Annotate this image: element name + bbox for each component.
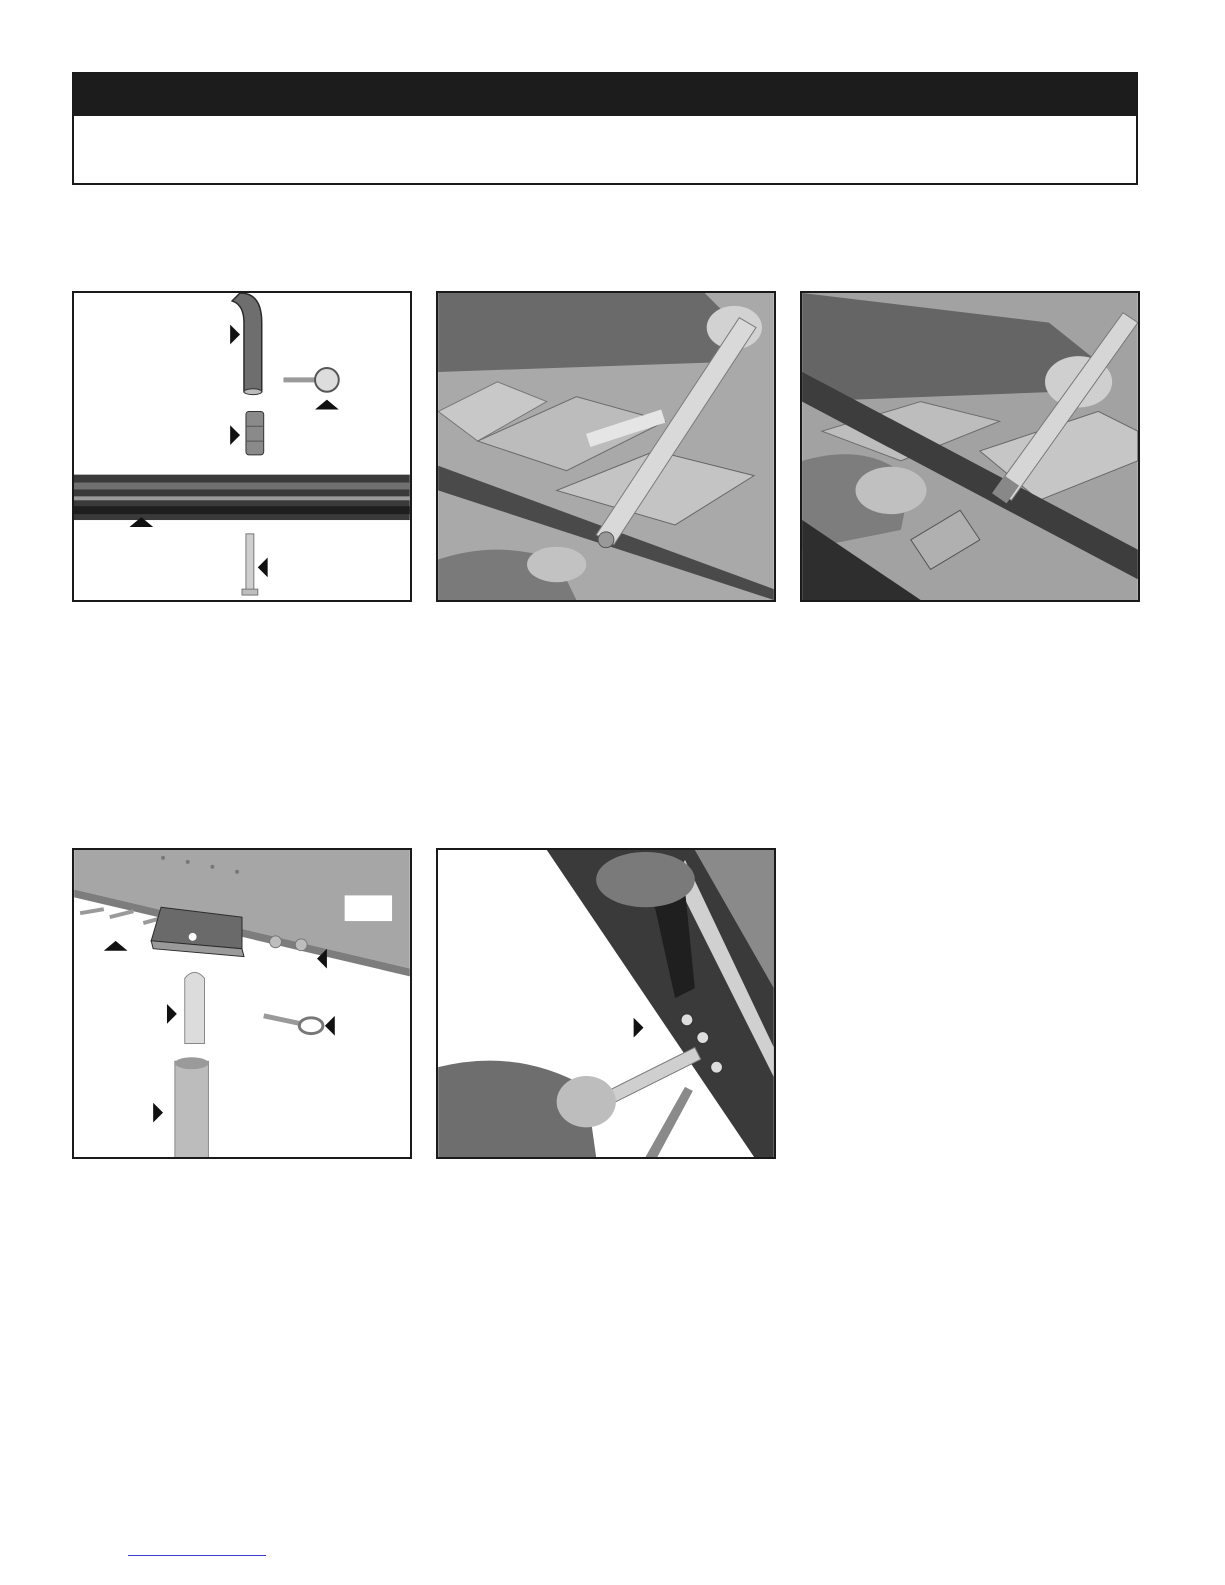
parts-diagram	[74, 293, 410, 600]
figure-bracket-exploded	[72, 848, 412, 1159]
connector-plug	[185, 972, 205, 1043]
callout-arrow-1	[104, 941, 128, 951]
screw-1	[80, 909, 104, 913]
pin-ring	[315, 368, 339, 392]
bent-tube	[232, 293, 262, 392]
callout-arrow-1	[230, 325, 240, 345]
callout-arrow-3	[167, 1004, 177, 1024]
nut-1	[270, 936, 282, 948]
tube	[175, 1061, 209, 1157]
callout-arrow-4	[325, 1016, 335, 1036]
photo-secure-tube	[802, 293, 1138, 600]
notice-body	[74, 116, 1136, 183]
notice-box	[72, 72, 1138, 185]
photo-insert-tube	[438, 293, 774, 600]
nut-2	[295, 939, 307, 951]
footer-link-underline[interactable]	[128, 1555, 266, 1556]
figure-photo-tighten	[436, 848, 776, 1159]
connector-sleeve	[246, 411, 264, 454]
label-patch	[345, 895, 392, 921]
bracket-diagram	[74, 850, 410, 1157]
figure-parts-exploded	[72, 291, 412, 602]
pin-shaft	[264, 1016, 302, 1024]
figure-photo-secure-tube	[800, 291, 1140, 602]
pin-ring	[299, 1018, 323, 1034]
notice-title-bar	[74, 74, 1136, 116]
photo-tighten	[438, 850, 774, 1157]
bolt	[246, 534, 254, 593]
callout-arrow-3	[315, 400, 339, 410]
figure-photo-insert-tube	[436, 291, 776, 602]
screw-2	[110, 911, 134, 917]
callout-arrow-5	[258, 558, 268, 578]
callout-arrow-2	[230, 425, 240, 445]
callout-arrow-5	[153, 1103, 163, 1123]
